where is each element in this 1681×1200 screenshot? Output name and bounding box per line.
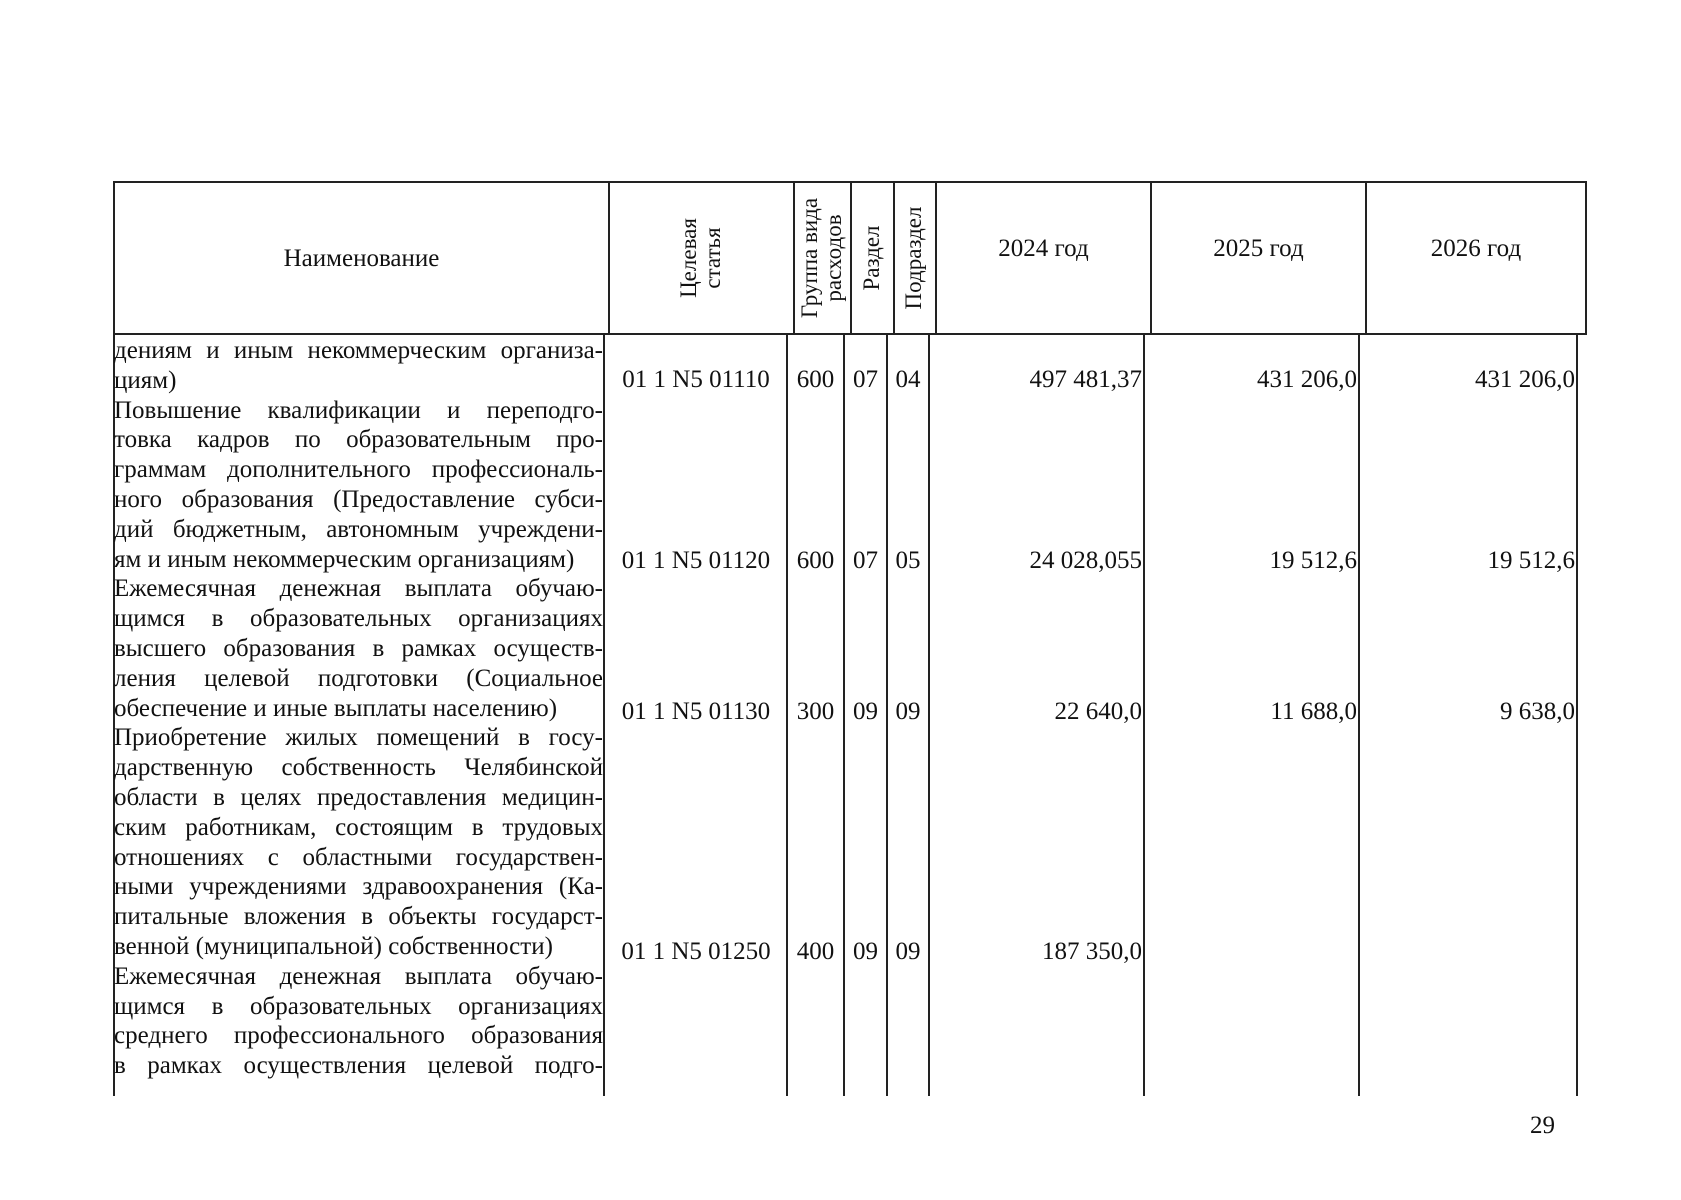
header-expense-group-line2: расходов bbox=[821, 214, 846, 302]
row-section: 07 bbox=[853, 366, 878, 393]
name-column-text bbox=[114, 336, 603, 1081]
row-expense-group: 300 bbox=[796, 698, 835, 725]
name-line: обеспечение и иные выплаты населению) bbox=[114, 694, 558, 722]
name-line: ления целевой подготовки (Социальное bbox=[114, 664, 603, 692]
row-target-article: 01 1 N5 01130 bbox=[621, 698, 771, 725]
name-line: Повышение квалификации и переподго- bbox=[114, 396, 603, 424]
name-line: высшего образования в рамках осуществ- bbox=[114, 634, 603, 662]
header-expense-group-line1: Группа вида bbox=[797, 197, 822, 319]
name-line: дий бюджетным, автономным учреждени- bbox=[114, 515, 603, 543]
row-section: 07 bbox=[853, 547, 878, 574]
row-value-2024: 24 028,055 bbox=[1029, 547, 1142, 574]
name-line: ного образования (Предоставление субси- bbox=[114, 485, 603, 513]
row-value-2024: 22 640,0 bbox=[1054, 698, 1142, 725]
header-target-article bbox=[677, 218, 725, 298]
row-value-2026: 431 206,0 bbox=[1475, 366, 1575, 393]
row-subsection: 05 bbox=[895, 547, 921, 574]
row-value-2026: 19 512,6 bbox=[1487, 547, 1575, 574]
header-col-border bbox=[793, 181, 795, 335]
body-col-border bbox=[603, 335, 605, 1096]
page-number: 29 bbox=[1530, 1112, 1555, 1139]
name-line: среднего профессионального образования bbox=[114, 1022, 603, 1050]
header-year-2025: 2025 год bbox=[1213, 234, 1304, 262]
name-line: Ежемесячная денежная выплата обучаю- bbox=[114, 962, 603, 990]
name-line: питальные вложения в объекты государст- bbox=[114, 903, 603, 931]
row-expense-group: 600 bbox=[796, 366, 835, 393]
row-value-2025: 11 688,0 bbox=[1270, 698, 1357, 725]
row-expense-group: 400 bbox=[796, 938, 835, 965]
name-line: товка кадров по образовательным про- bbox=[114, 426, 603, 454]
body-col-border bbox=[1576, 335, 1578, 1096]
row-target-article: 01 1 N5 01250 bbox=[621, 938, 771, 965]
row-target-article: 01 1 N5 01110 bbox=[622, 366, 770, 393]
header-year-2024: 2024 год bbox=[998, 234, 1089, 262]
name-line: граммам дополнительного профессиональ- bbox=[114, 456, 603, 484]
row-expense-group: 600 bbox=[796, 547, 835, 574]
header-col-border bbox=[1585, 181, 1587, 335]
header-col-border bbox=[850, 181, 852, 335]
name-line: Приобретение жилых помещений в госу- bbox=[114, 724, 603, 752]
header-year-2026: 2026 год bbox=[1430, 234, 1522, 262]
name-line: венной (муниципальной) собственности) bbox=[114, 932, 553, 960]
header-col-border bbox=[608, 181, 610, 335]
name-line: дениям и иным некоммерческим организа- bbox=[114, 337, 603, 364]
header-target-article-line1: Целевая bbox=[676, 218, 701, 298]
name-line: ными учреждениями здравоохранения (Ка- bbox=[114, 873, 603, 901]
row-value-2024: 187 350,0 bbox=[1042, 938, 1142, 965]
row-value-2024: 497 481,37 bbox=[1029, 366, 1142, 393]
row-subsection: 09 bbox=[895, 698, 921, 725]
name-line: щимся в образовательных организациях bbox=[114, 992, 603, 1020]
name-line: дарственную собственность Челябинской bbox=[114, 754, 603, 782]
row-subsection: 09 bbox=[895, 938, 921, 965]
header-target-article-line2: статья bbox=[700, 227, 725, 289]
name-line: в рамках осуществления целевой подго- bbox=[114, 1052, 603, 1080]
name-line: ям и иным некоммерческим организациям) bbox=[114, 545, 575, 573]
row-value-2025: 19 512,6 bbox=[1269, 547, 1357, 574]
header-section: Раздел bbox=[859, 225, 884, 291]
row-section: 09 bbox=[853, 938, 878, 965]
header-expense-group bbox=[798, 198, 846, 318]
row-value-2026: 9 638,0 bbox=[1500, 698, 1575, 725]
header-subsection: Подраздел bbox=[901, 206, 926, 310]
name-line: отношениях с областными государствен- bbox=[114, 843, 603, 871]
row-target-article: 01 1 N5 01120 bbox=[621, 547, 771, 574]
row-subsection: 04 bbox=[895, 366, 921, 393]
name-line: области в целях предоставления медицин- bbox=[114, 783, 603, 811]
header-col-border bbox=[893, 181, 895, 335]
row-value-2025: 431 206,0 bbox=[1257, 366, 1357, 393]
name-line: ским работникам, состоящим в трудовых bbox=[114, 813, 603, 841]
row-section: 09 bbox=[853, 698, 878, 725]
name-line: щимся в образовательных организациях bbox=[114, 605, 603, 633]
name-line: Ежемесячная денежная выплата обучаю- bbox=[114, 575, 603, 603]
header-name: Наименование bbox=[283, 244, 440, 272]
name-line: циям) bbox=[114, 366, 177, 394]
